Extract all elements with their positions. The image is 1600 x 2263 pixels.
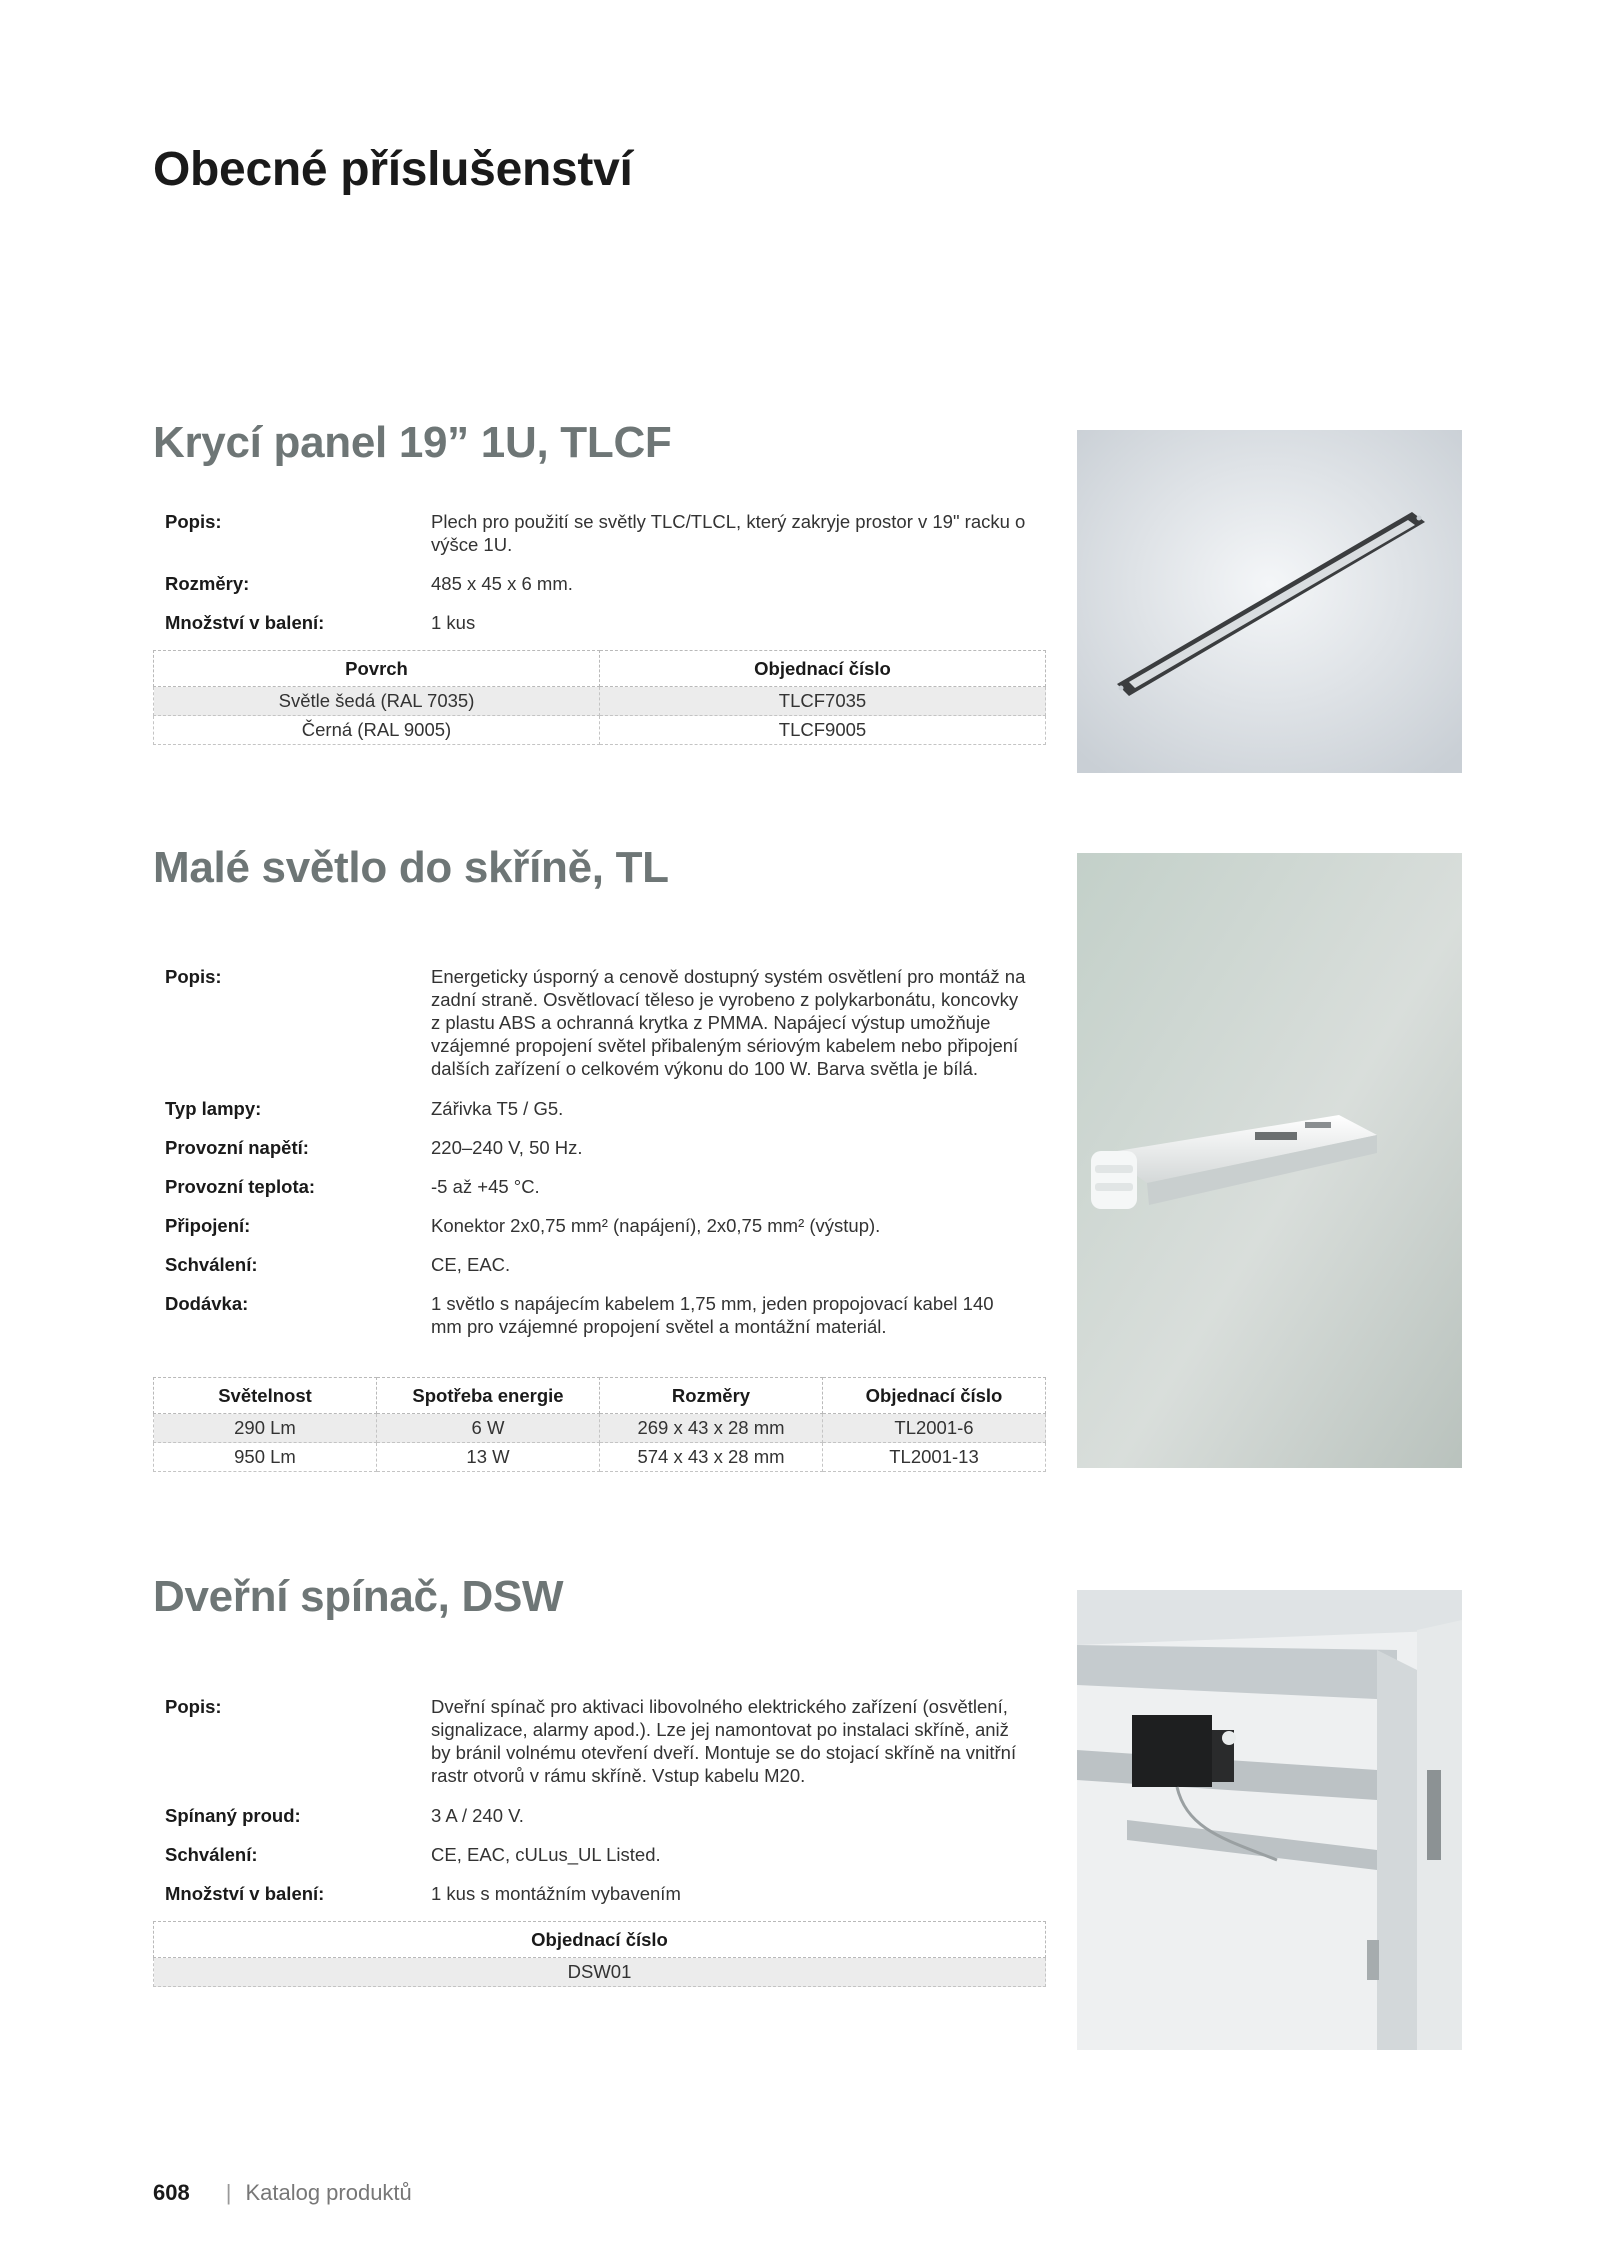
spec-row: [153, 611, 1046, 634]
spec-value: 220–240 V, 50 Hz.: [431, 1137, 583, 1158]
spec-value: Dveřní spínač pro aktivaci libovolného elektrického zařízení (osvětlení, signalizace, alarmy apod.). Lze jej namontovat po instalaci skříně, aniž by bránil volnému otevření dveří. Montuje se do stojací skříně na vnitřní rastr otvorů v rámu skříně. Vstup kabelu M20.: [431, 1696, 1017, 1786]
table-row: [154, 716, 1046, 745]
spec-value: -5 až +45 °C.: [431, 1176, 540, 1197]
table-header: Světelnost: [154, 1378, 377, 1414]
table-header-row: [154, 651, 1046, 687]
table-header: Objednací číslo: [823, 1378, 1046, 1414]
spec-label: Připojení:: [165, 1215, 251, 1236]
table-row: [154, 1958, 1046, 1987]
spec-row: [153, 1882, 1046, 1905]
table-cell: 6 W: [377, 1414, 600, 1443]
spec-label: Množství v balení:: [165, 612, 325, 633]
spec-value: 3 A / 240 V.: [431, 1805, 524, 1826]
spec-label: Popis:: [165, 511, 222, 532]
page-title: Obecné příslušenství: [153, 143, 633, 196]
order-table: [153, 650, 1046, 745]
spec-value: Energeticky úsporný a cenově dostupný systém osvětlení pro montáž na zadní straně. Osvětlovací těleso je vyrobeno z polykarbonátu, koncovky z plastu ABS a ochranná krytka z PMMA. Napájecí výstup umožňuje vzájemné propojení světel přibaleným sériovým kabelem nebo připojení dalších zařízení o celkovém výkonu do 100 W. Barva světla je bílá.: [431, 966, 1026, 1079]
spec-label: Spínaný proud:: [165, 1805, 301, 1826]
spec-row: [153, 1214, 1046, 1237]
spec-row: [153, 965, 1046, 1080]
order-table: [153, 1377, 1046, 1472]
spec-row: [153, 1253, 1046, 1276]
product-photo-tlcf: [1077, 430, 1462, 773]
spec-value: 1 světlo s napájecím kabelem 1,75 mm, jeden propojovací kabel 140 mm pro vzájemné propojení světel a montážní materiál.: [431, 1293, 994, 1337]
spec-label: Popis:: [165, 1696, 222, 1717]
footer-separator: |: [225, 2180, 232, 2205]
spec-value: 485 x 45 x 6 mm.: [431, 573, 573, 594]
order-table: [153, 1921, 1046, 1987]
page-number: 608: [153, 2180, 190, 2205]
table-header: Rozměry: [600, 1378, 823, 1414]
table-cell: Černá (RAL 9005): [154, 716, 600, 745]
spec-value: Zářivka T5 / G5.: [431, 1098, 564, 1119]
spec-row: [153, 1097, 1046, 1120]
spec-list: [153, 1695, 1046, 1921]
spec-value: CE, EAC, cULus_UL Listed.: [431, 1844, 661, 1865]
section-title: Malé světlo do skříně, TL: [153, 843, 669, 892]
spec-value: Konektor 2x0,75 mm² (napájení), 2x0,75 mm² (výstup).: [431, 1215, 881, 1236]
table-cell: 269 x 43 x 28 mm: [600, 1414, 823, 1443]
spec-label: Schválení:: [165, 1844, 258, 1865]
spec-row: [153, 1843, 1046, 1866]
spec-label: Typ lampy:: [165, 1098, 262, 1119]
spec-value: Plech pro použití se světly TLC/TLCL, který zakryje prostor v 19" racku o výšce 1U.: [431, 511, 1026, 555]
table-cell: DSW01: [154, 1958, 1046, 1987]
page-footer: [153, 2180, 412, 2206]
table-cell: 290 Lm: [154, 1414, 377, 1443]
spec-row: [153, 1292, 1046, 1338]
spec-label: Provozní teplota:: [165, 1176, 316, 1197]
spec-row: [153, 572, 1046, 595]
spec-value: 1 kus s montážním vybavením: [431, 1883, 681, 1904]
product-photo-tl: [1077, 853, 1462, 1468]
spec-label: Množství v balení:: [165, 1883, 325, 1904]
table-header: Objednací číslo: [600, 651, 1046, 687]
table-header: Spotřeba energie: [377, 1378, 600, 1414]
table-row: [154, 687, 1046, 716]
section-title: Dveřní spínač, DSW: [153, 1572, 564, 1621]
table-cell: TLCF9005: [600, 716, 1046, 745]
spec-row: [153, 510, 1046, 556]
spec-label: Rozměry:: [165, 573, 250, 594]
catalog-label: Katalog produktů: [245, 2180, 412, 2205]
spec-row: [153, 1175, 1046, 1198]
table-cell: 950 Lm: [154, 1443, 377, 1472]
spec-label: Popis:: [165, 966, 222, 987]
spec-value: 1 kus: [431, 612, 476, 633]
spec-label: Dodávka:: [165, 1293, 249, 1314]
table-row: [154, 1443, 1046, 1472]
spec-list: [153, 510, 1046, 650]
table-row: [154, 1414, 1046, 1443]
table-cell: 574 x 43 x 28 mm: [600, 1443, 823, 1472]
table-header: Povrch: [154, 651, 600, 687]
table-header: Objednací číslo: [154, 1922, 1046, 1958]
table-cell: TLCF7035: [600, 687, 1046, 716]
table-header-row: [154, 1922, 1046, 1958]
table-cell: 13 W: [377, 1443, 600, 1472]
spec-row: [153, 1136, 1046, 1159]
spec-row: [153, 1804, 1046, 1827]
product-photo-dsw: [1077, 1590, 1462, 2050]
table-cell: TL2001-6: [823, 1414, 1046, 1443]
spec-label: Schválení:: [165, 1254, 258, 1275]
spec-value: CE, EAC.: [431, 1254, 511, 1275]
section-title: Krycí panel 19” 1U, TLCF: [153, 418, 672, 467]
table-cell: TL2001-13: [823, 1443, 1046, 1472]
spec-label: Provozní napětí:: [165, 1137, 309, 1158]
table-header-row: [154, 1378, 1046, 1414]
table-cell: Světle šedá (RAL 7035): [154, 687, 600, 716]
spec-list: [153, 965, 1046, 1354]
spec-row: [153, 1695, 1046, 1787]
